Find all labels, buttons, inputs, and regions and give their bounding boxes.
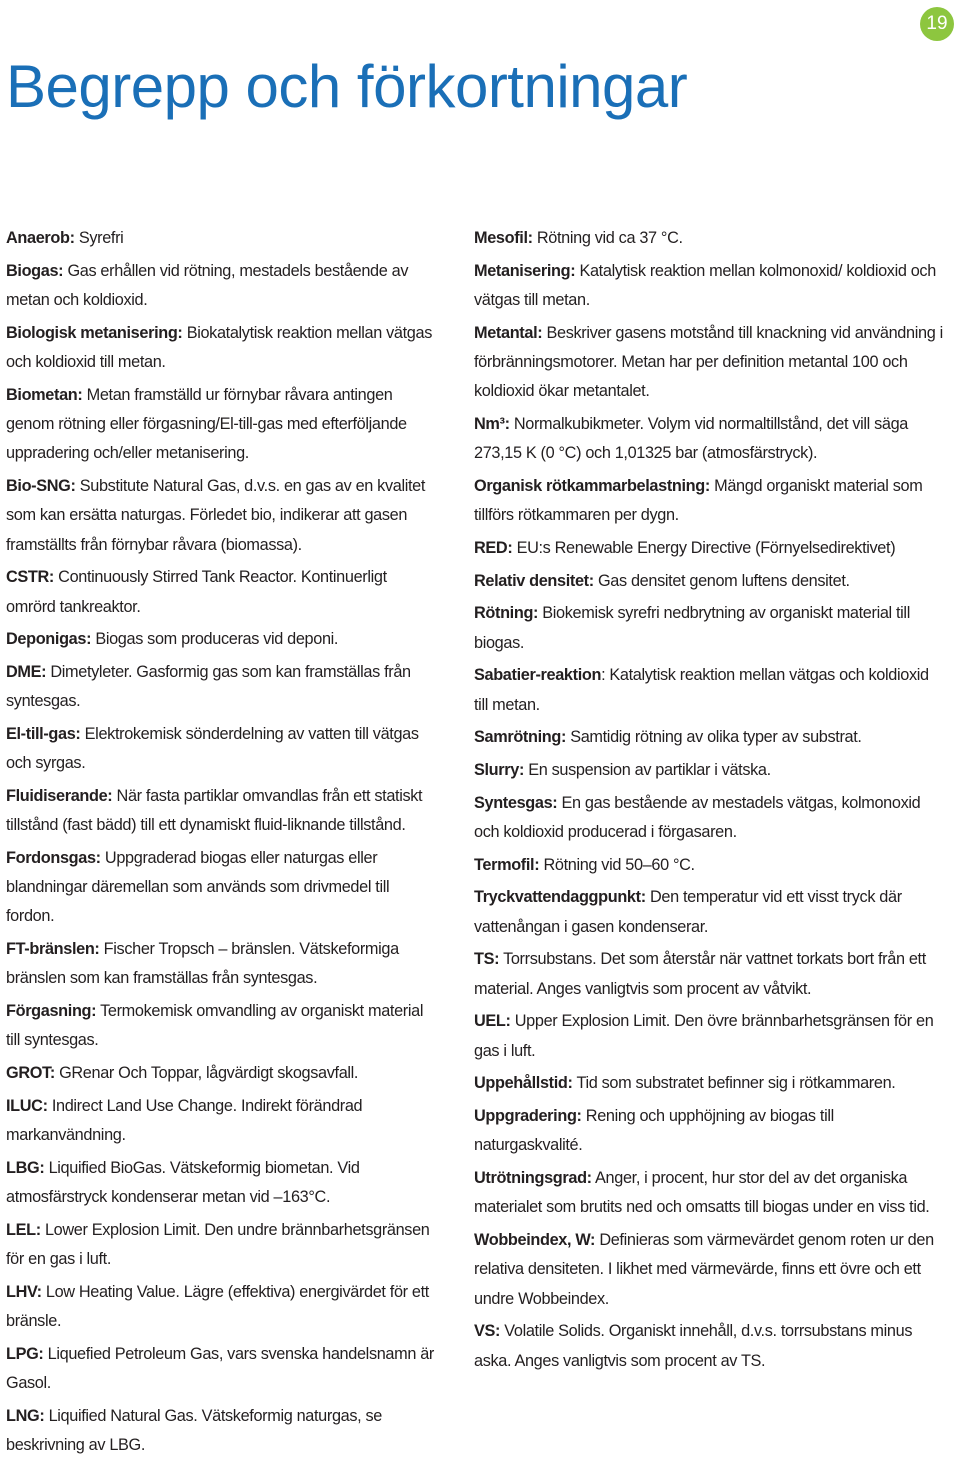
glossary-term: Fluidiserande: (6, 786, 113, 805)
glossary-column-left (6, 224, 440, 1464)
glossary-term: Biometan: (6, 385, 83, 404)
glossary-term: Tryckvattendaggpunkt: (474, 888, 646, 907)
glossary-entry (6, 720, 440, 779)
glossary-term: Syntesgas: (474, 793, 558, 812)
glossary-entry (474, 661, 944, 720)
glossary-entry (474, 945, 944, 1004)
glossary-definition: När fasta partiklar omvandlas från ett statiskt tillstånd (fast bädd) till ett dynamiskt fluid-liknande tillstånd. (6, 786, 423, 835)
glossary-term: Biogas: (6, 261, 64, 280)
glossary-definition: Gas erhållen vid rötning, mestadels bestående av metan och koldioxid. (6, 261, 409, 309)
glossary-entry (474, 224, 944, 253)
page-title: Begrepp och förkortningar (6, 53, 688, 120)
glossary-entry (474, 472, 944, 531)
glossary-entry (6, 1278, 440, 1337)
glossary-entry (474, 599, 944, 658)
glossary-term: DME: (6, 662, 47, 681)
glossary-term: Mesofil: (474, 229, 533, 247)
glossary-definition: Beskriver gasens motstånd till knackning vid användning i förbränningsmotorer. Metan har per definition metantal 100 och koldioxid ökar metantalet. (474, 323, 943, 401)
glossary-definition: En gas bestående av mestadels vätgas, kolmonoxid och koldioxid producerad i förgasaren. (474, 793, 921, 841)
glossary-definition: Substitute Natural Gas, d.v.s. en gas av en kvalitet som kan ersätta naturgas. Förledet bio, indikerar att gasen framställts från förnybar råvara (biomassa). (6, 476, 426, 554)
glossary-entry (6, 1154, 440, 1213)
glossary-term: CSTR: (6, 568, 54, 587)
glossary-term: Uppgradering: (474, 1106, 582, 1125)
glossary-term: Anaerob: (6, 229, 75, 247)
glossary-term: Uppehållstid: (474, 1074, 573, 1093)
glossary-definition: Liquefied Petroleum Gas, vars svenska handelsnamn är Gasol. (6, 1344, 435, 1393)
glossary-entry (474, 1226, 944, 1314)
glossary-definition: Metan framställd ur förnybar råvara antingen genom rötning eller förgasning/El-till-gas med efterföljande uppradering och/eller metanisering. (6, 385, 407, 463)
glossary-entry (6, 844, 440, 932)
glossary-entry (6, 782, 440, 841)
glossary-definition: Rötning vid 50–60 °C. (539, 855, 695, 874)
glossary-term: Deponigas: (6, 630, 92, 649)
glossary-definition: Rening och upphöjning av biogas till naturgaskvalité. (474, 1106, 834, 1155)
glossary-definition: Tid som substratet befinner sig i rötkammaren. (572, 1074, 896, 1093)
glossary-definition: Fischer Tropsch – bränslen. Vätskeformiga bränslen som kan framställas från syntesgas. (6, 940, 399, 988)
glossary-definition: Mängd organiskt material som tillförs rötkammaren per dygn. (474, 476, 923, 525)
glossary-definition: Biokatalytisk reaktion mellan vätgas och koldioxid till metan. (6, 323, 432, 371)
glossary-entry (474, 789, 944, 848)
glossary-entry (474, 1069, 944, 1098)
glossary-definition: Anger, i procent, hur stor del av det organiska materialet som brutits ned och omsatts till biogas under en viss tid. (474, 1168, 930, 1217)
glossary-entry (474, 410, 944, 469)
glossary-definition: Dimetyleter. Gasformig gas som kan framställas från syntesgas. (6, 662, 411, 711)
glossary-definition: Rötning vid ca 37 °C. (532, 229, 683, 247)
glossary-term: Metantal: (474, 323, 543, 342)
page-number-badge: 19 (920, 7, 954, 41)
glossary-term: LNG: (6, 1406, 45, 1425)
glossary-term: Sabatier-reaktion (474, 666, 602, 685)
glossary-entry (6, 563, 440, 622)
glossary-definition: Liquified BioGas. Vätskeformig biometan. Vid atmosfärstryck kondenserar metan vid –163°C. (6, 1158, 360, 1207)
glossary-term: GROT: (6, 1064, 55, 1083)
glossary-term: Nm³: (474, 414, 510, 433)
glossary-definition: Upper Explosion Limit. Den övre brännbarhetsgränsen för en gas i luft. (474, 1012, 934, 1060)
glossary-entry (6, 1092, 440, 1151)
glossary-entry (6, 1216, 440, 1275)
glossary-entry (474, 534, 944, 563)
glossary-definition: Liquified Natural Gas. Vätskeformig naturgas, se beskrivning av LBG. (6, 1406, 382, 1454)
glossary-term: UEL: (474, 1012, 511, 1031)
glossary-definition: EU:s Renewable Energy Directive (Förnyelsedirektivet) (512, 538, 896, 557)
glossary-term: Bio-SNG: (6, 476, 76, 495)
glossary-entry (6, 381, 440, 469)
glossary-definition: Volatile Solids. Organiskt innehåll, d.v.s. torrsubstans minus aska. Anges vanligtvis som procent av TS. (474, 1322, 913, 1370)
glossary-entry (474, 1102, 944, 1161)
glossary-definition: Biokemisk syrefri nedbrytning av organiskt material till biogas. (474, 604, 910, 652)
glossary-term: LBG: (6, 1158, 45, 1177)
glossary-term: Metanisering: (474, 261, 576, 280)
glossary-term: LEL: (6, 1220, 41, 1239)
glossary-definition: Syrefri (74, 229, 124, 247)
glossary-term: FT-bränslen: (6, 940, 100, 959)
glossary-entry (6, 1340, 440, 1399)
glossary-entry (6, 1059, 440, 1088)
glossary-definition: Low Heating Value. Lägre (effektiva) energivärdet för ett bränsle. (6, 1282, 429, 1331)
glossary-entry (6, 1402, 440, 1461)
glossary-entry (474, 851, 944, 880)
glossary-term: Biologisk metanisering: (6, 323, 183, 342)
glossary-definition: Termokemisk omvandling av organiskt material till syntesgas. (6, 1002, 424, 1050)
glossary-term: Wobbeindex, W: (474, 1230, 596, 1249)
glossary-definition: Indirect Land Use Change. Indirekt förändrad markanvändning. (6, 1096, 363, 1145)
glossary-term: Fordonsgas: (6, 848, 101, 867)
glossary-term: Utrötningsgrad: (474, 1168, 592, 1187)
glossary-entry (6, 257, 440, 316)
glossary-term: Rötning: (474, 604, 539, 623)
glossary-entry (6, 997, 440, 1056)
glossary-term: LPG: (6, 1344, 44, 1363)
glossary-definition: Elektrokemisk sönderdelning av vatten till vätgas och syrgas. (6, 724, 419, 773)
glossary-term: RED: (474, 538, 513, 557)
glossary-entry (474, 756, 944, 785)
glossary-definition: Den temperatur vid ett visst tryck där vattenångan i gasen kondenserar. (474, 888, 902, 936)
glossary-entry (6, 319, 440, 378)
glossary-term: Organisk rötkammarbelastning: (474, 476, 710, 495)
glossary-entry (474, 567, 944, 596)
glossary-definition: Torrsubstans. Det som återstår när vattnet torkats bort från ett material. Anges vanligtvis som procent av våtvikt. (474, 950, 926, 998)
glossary-definition: GRenar Och Toppar, lågvärdigt skogsavfall. (54, 1064, 359, 1083)
glossary-definition: Uppgraderad biogas eller naturgas eller blandningar däremellan som används som drivmedel till fordon. (6, 848, 390, 926)
glossary-entry (474, 319, 944, 407)
glossary-definition: Gas densitet genom luftens densitet. (593, 571, 850, 590)
glossary-definition: Normalkubikmeter. Volym vid normaltillstånd, det vill säga 273,15 K (0 °C) och 1,01325 bar (atmosfärstryck). (474, 414, 908, 463)
glossary-definition: Samtidig rötning av olika typer av substrat. (566, 728, 862, 747)
glossary-definition: Lower Explosion Limit. Den undre brännbarhetsgränsen för en gas i luft. (6, 1220, 430, 1269)
glossary-entry (6, 935, 440, 994)
glossary-term: Förgasning: (6, 1002, 97, 1021)
glossary-definition: : Katalytisk reaktion mellan vätgas och koldioxid till metan. (474, 666, 929, 714)
glossary-definition: En suspension av partiklar i vätska. (524, 760, 771, 779)
glossary-term: ILUC: (6, 1096, 48, 1115)
glossary-entry (474, 723, 944, 752)
glossary-definition: Continuously Stirred Tank Reactor. Kontinuerligt omrörd tankreaktor. (6, 568, 387, 616)
glossary-entry (474, 257, 944, 316)
glossary-term: Relativ densitet: (474, 571, 594, 590)
glossary-term: El-till-gas: (6, 724, 81, 743)
glossary-entry (6, 625, 440, 654)
glossary-entry (6, 472, 440, 560)
glossary-term: VS: (474, 1322, 501, 1341)
glossary-entry (6, 658, 440, 717)
glossary-term: Samrötning: (474, 728, 567, 747)
glossary-entry (474, 1317, 944, 1376)
glossary-entry (474, 1007, 944, 1066)
glossary-term: TS: (474, 950, 500, 969)
glossary-term: Slurry: (474, 760, 525, 779)
glossary-column-right (474, 224, 944, 1379)
glossary-entry (6, 224, 440, 253)
glossary-definition: Biogas som produceras vid deponi. (91, 630, 339, 649)
glossary-definition: Definieras som värmevärdet genom roten ur den relativa densiteten. I likhet med värmevärde, finns ett övre och ett undre Wobbeindex. (474, 1230, 934, 1308)
glossary-entry (474, 1164, 944, 1223)
glossary-term: LHV: (6, 1282, 42, 1301)
glossary-entry (474, 883, 944, 942)
glossary-term: Termofil: (474, 855, 540, 874)
glossary-definition: Katalytisk reaktion mellan kolmonoxid/ koldioxid och vätgas till metan. (474, 261, 936, 309)
